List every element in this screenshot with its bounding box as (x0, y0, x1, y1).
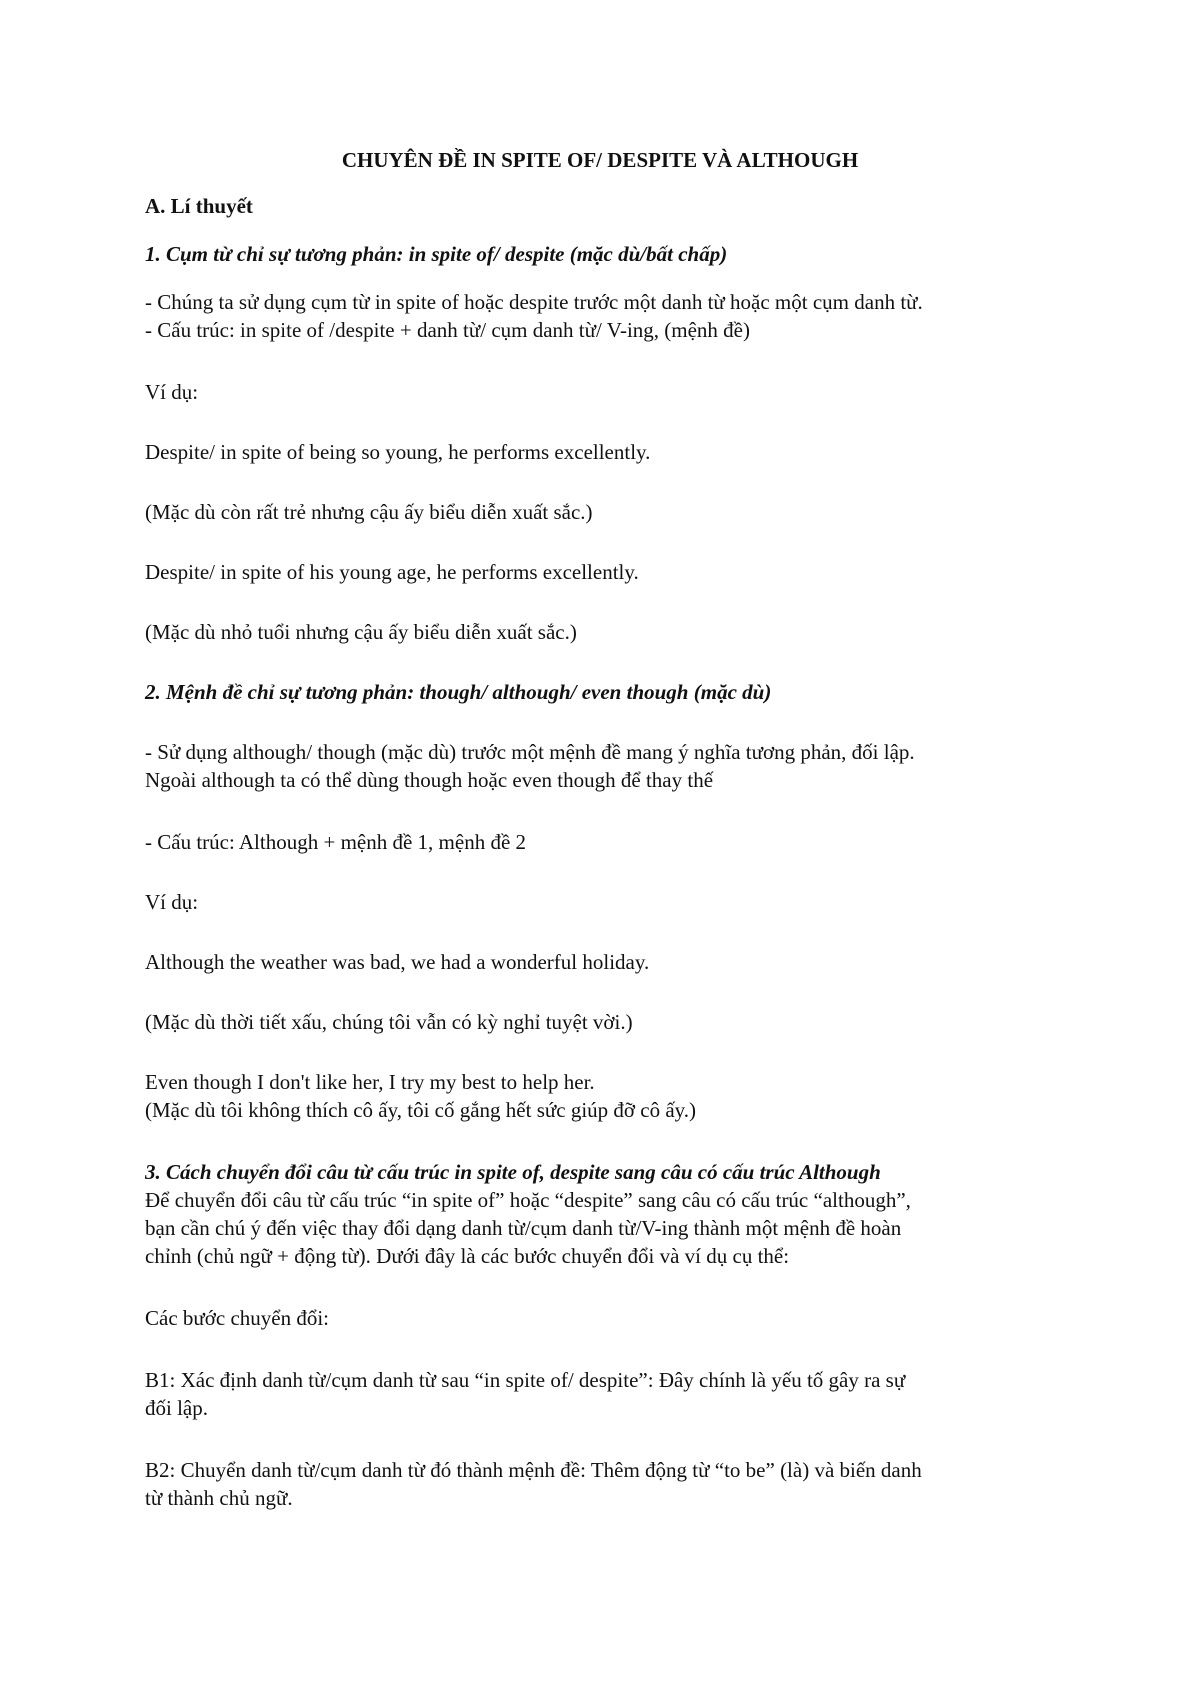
part2-usage-line: - Sử dụng although/ though (mặc dù) trước một mệnh đề mang ý nghĩa tương phản, đối lập. (145, 740, 915, 764)
document-title: CHUYÊN ĐỀ IN SPITE OF/ DESPITE VÀ ALTHOUGH (341, 148, 859, 172)
part3-heading: 3. Cách chuyển đổi câu từ cấu trúc in spite of, despite sang câu có cấu trúc Although (145, 1160, 881, 1184)
part1-structure-line: - Cấu trúc: in spite of /despite + danh từ/ cụm danh từ/ V-ing, (mệnh đề) (145, 318, 751, 342)
step1-line: đối lập. (145, 1396, 208, 1420)
part1-example: Despite/ in spite of being so young, he performs excellently. (145, 440, 651, 464)
step2-line: từ thành chủ ngữ. (145, 1486, 293, 1510)
step1-line: B1: Xác định danh từ/cụm danh từ sau “in spite of/ despite”: Đây chính là yếu tố gây ra sự (145, 1368, 906, 1392)
part2-example-translation: (Mặc dù tôi không thích cô ấy, tôi cố gắng hết sức giúp đỡ cô ấy.) (145, 1098, 697, 1122)
part2-structure-line: - Cấu trúc: Although + mệnh đề 1, mệnh đề 2 (145, 830, 527, 854)
part2-heading: 2. Mệnh đề chỉ sự tương phản: though/ although/ even though (mặc dù) (145, 680, 772, 704)
step2-line: B2: Chuyển danh từ/cụm danh từ đó thành mệnh đề: Thêm động từ “to be” (là) và biến danh (145, 1458, 922, 1482)
part3-intro-line: bạn cần chú ý đến việc thay đổi dạng danh từ/cụm danh từ/V-ing thành một mệnh đề hoàn (145, 1216, 902, 1240)
part2-example: Even though I don't like her, I try my best to help her. (145, 1070, 595, 1094)
section-a-heading: A. Lí thuyết (145, 194, 253, 218)
part1-example: Despite/ in spite of his young age, he performs excellently. (145, 560, 639, 584)
part3-intro-line: Để chuyển đổi câu từ cấu trúc “in spite of” hoặc “despite” sang câu có cấu trúc “although”, (145, 1188, 911, 1212)
part1-heading: 1. Cụm từ chỉ sự tương phản: in spite of/ despite (mặc dù/bất chấp) (145, 242, 728, 266)
part2-usage-line: Ngoài although ta có thể dùng though hoặc even though để thay thế (145, 768, 714, 792)
part2-example-label: Ví dụ: (145, 890, 199, 914)
part1-usage-line: - Chúng ta sử dụng cụm từ in spite of hoặc despite trước một danh từ hoặc một cụm danh từ. (145, 290, 923, 314)
part1-example-translation: (Mặc dù nhỏ tuổi nhưng cậu ấy biểu diễn xuất sắc.) (145, 620, 577, 644)
part3-steps-label: Các bước chuyển đổi: (145, 1306, 330, 1330)
part1-example-translation: (Mặc dù còn rất trẻ nhưng cậu ấy biểu diễn xuất sắc.) (145, 500, 593, 524)
part1-example-label: Ví dụ: (145, 380, 199, 404)
part2-example: Although the weather was bad, we had a wonderful holiday. (145, 950, 650, 974)
part2-example-translation: (Mặc dù thời tiết xấu, chúng tôi vẫn có kỳ nghỉ tuyệt vời.) (145, 1010, 633, 1034)
part3-intro-line: chỉnh (chủ ngữ + động từ). Dưới đây là các bước chuyển đổi và ví dụ cụ thể: (145, 1244, 790, 1268)
